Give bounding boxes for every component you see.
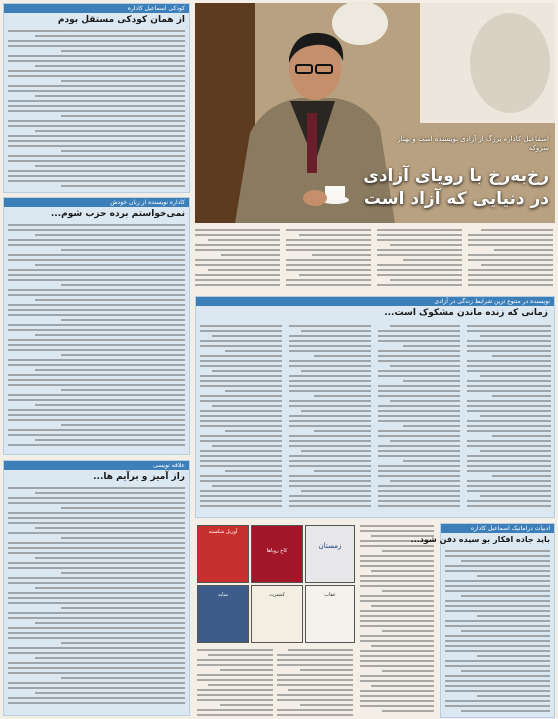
bottom-section-box — [410, 523, 555, 718]
sidebar-top-headline: از همان کودکی مستقل بودم — [57, 15, 185, 25]
book-title-3: زمستان — [318, 542, 342, 550]
sidebar-top-box — [3, 3, 190, 193]
middle-section-headline: زمانی که زنده ماندن مشکوک است... — [384, 308, 548, 318]
sidebar-bottom-section-label: علاقه نویسی — [4, 461, 189, 470]
lead-article-columns — [195, 227, 555, 291]
middle-section-box — [195, 296, 555, 518]
sidebar-middle-box — [3, 197, 190, 455]
book-title-5: کنسرت — [269, 592, 285, 598]
book-title-1: آوریل شکسته — [208, 529, 238, 535]
sidebar-bottom-body — [8, 487, 185, 713]
book-cover-3 — [305, 525, 355, 583]
book-cover-1 — [197, 525, 249, 583]
book-cover-6 — [305, 585, 355, 643]
book-cover-2 — [251, 525, 303, 583]
sidebar-middle-section-label: کاداره نویسنده از زبان خودش — [4, 198, 189, 207]
book-title-2: کاخ رویاها — [266, 548, 288, 554]
book-title-4: سایه — [218, 592, 228, 598]
middle-section-label: نویسنده در متنوع ترین شرایط زندگی در آزادی — [196, 297, 554, 306]
book-cover-5 — [251, 585, 303, 643]
sidebar-bottom-box — [3, 460, 190, 716]
hero-photo — [195, 3, 555, 223]
sidebar-top-body — [8, 30, 185, 190]
book-covers-grid — [195, 523, 355, 643]
book-cover-4 — [197, 585, 249, 643]
bottom-section-label: ادبیات دراماتیک اسماعیل کاداره — [441, 524, 554, 533]
hero-headline-line1: رخ‌به‌رخ با رویای آزادی — [363, 166, 549, 186]
bottom-section-headline: باید جاده افکار بو سیده دفن شود... — [410, 535, 550, 544]
bottom-center-article — [358, 523, 436, 718]
hero-headline-line2: در دنیایی که آزاد است — [363, 189, 549, 209]
hero-caption: اسماعیل کاداره بزرگ از آزادی نویسنده است و بهتاز سروکه — [397, 135, 549, 152]
book-title-6: عقاب — [324, 592, 336, 598]
bottom-left-article — [195, 523, 355, 718]
sidebar-middle-headline: نمی‌خواستم برده حزب شوم... — [50, 209, 185, 219]
sidebar-bottom-headline: راز آمیز و برآیم ها... — [93, 472, 185, 482]
sidebar-middle-body — [8, 224, 185, 452]
sidebar-top-section-label: کودکی اسماعیل کاداره — [4, 4, 189, 13]
